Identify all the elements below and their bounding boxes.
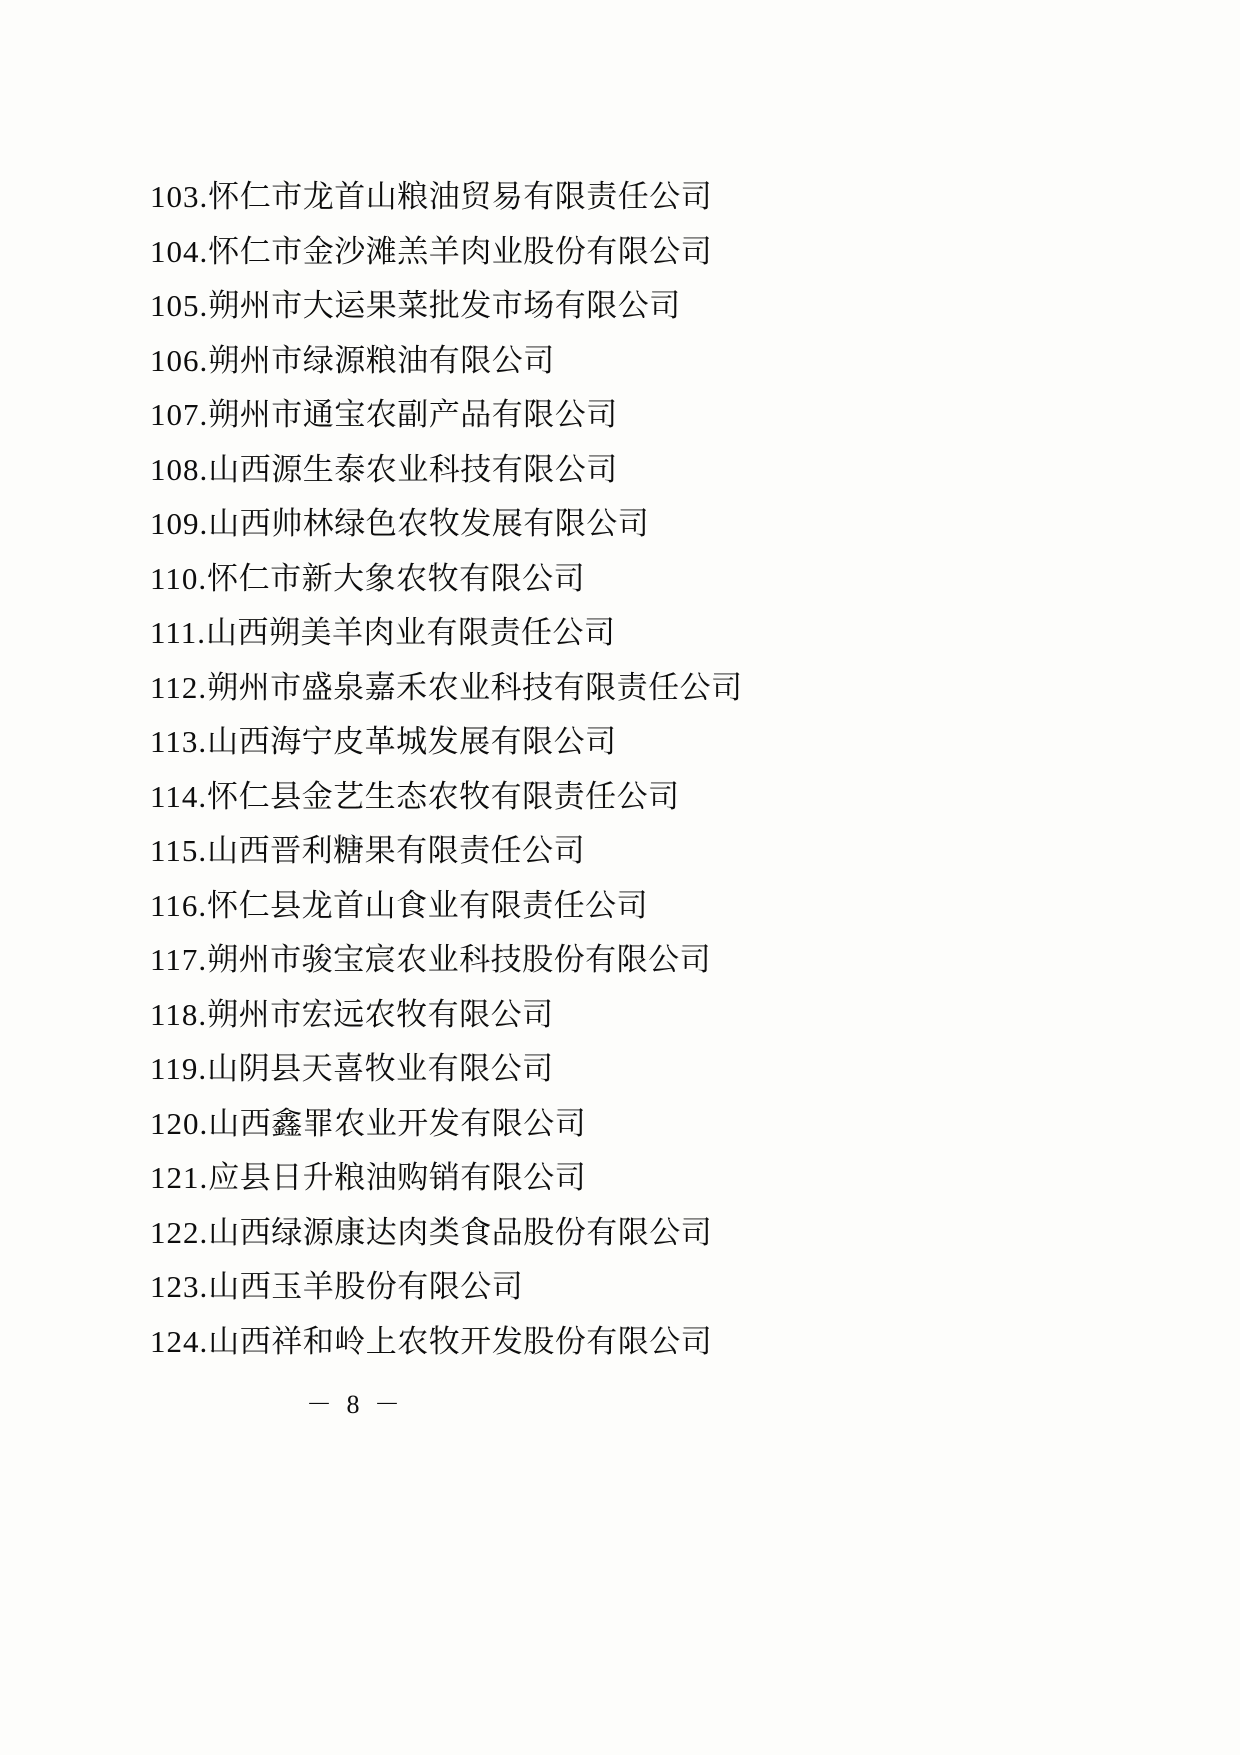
list-item-name: 怀仁县龙首山食业有限责任公司 (207, 887, 649, 924)
list-item (150, 388, 1110, 443)
list-item-name: 朔州市通宝农副产品有限公司 (208, 397, 618, 433)
list-item-name: 朔州市大运果菜批发市场有限公司 (208, 288, 681, 324)
list-item-name: 山西帅林绿色农牧发展有限公司 (208, 506, 650, 542)
list-item (150, 443, 1110, 498)
list-item (150, 1315, 1110, 1370)
list-item-number: 117. (150, 942, 208, 977)
list-item-name: 山西鑫罪农业开发有限公司 (208, 1105, 587, 1142)
list-item (150, 715, 1110, 770)
list-item-number: 124. (150, 1323, 209, 1359)
list-item (150, 279, 1110, 334)
list-item-name: 怀仁市新大象农牧有限公司 (207, 560, 586, 597)
list-item-name: 山西玉羊股份有限公司 (208, 1269, 524, 1305)
list-item (150, 225, 1110, 280)
list-item (150, 1206, 1110, 1261)
list-item-name: 怀仁市金沙滩羔羊肉业股份有限公司 (208, 233, 713, 270)
list-item (150, 552, 1110, 607)
list-item (150, 1042, 1110, 1097)
list-item-number: 116. (150, 887, 208, 923)
list-item-name: 朔州市骏宝宸农业科技股份有限公司 (207, 942, 712, 978)
list-item (150, 1260, 1110, 1315)
list-item-name: 朔州市盛泉嘉禾农业科技有限责任公司 (207, 669, 743, 706)
list-item-number: 112. (150, 669, 208, 705)
list-item (150, 1151, 1110, 1206)
list-item (150, 1097, 1110, 1152)
list-item-name: 应县日升粮油购销有限公司 (208, 1160, 587, 1196)
list-item (150, 606, 1110, 661)
company-list (150, 170, 1110, 1369)
list-item-name: 山西祥和岭上农牧开发股份有限公司 (208, 1323, 713, 1360)
list-item-number: 110. (150, 560, 208, 596)
list-item-name: 山西海宁皮革城发展有限公司 (207, 724, 617, 760)
list-item (150, 879, 1110, 934)
list-item-name: 怀仁市龙首山粮油贸易有限责任公司 (208, 179, 713, 215)
list-item-number: 120. (150, 1105, 209, 1141)
list-item-number: 119. (150, 1051, 208, 1086)
list-item (150, 497, 1110, 552)
list-item-number: 113. (150, 724, 208, 759)
list-item-number: 103. (150, 179, 209, 214)
list-item (150, 933, 1110, 988)
list-item (150, 334, 1110, 389)
list-item-number: 115. (150, 833, 208, 868)
list-item-name: 朔州市绿源粮油有限公司 (208, 342, 555, 379)
list-item-number: 118. (150, 996, 208, 1032)
list-item-name: 朔州市宏远农牧有限公司 (207, 996, 554, 1033)
list-item (150, 988, 1110, 1043)
list-item-name: 山西朔美羊肉业有限责任公司 (205, 615, 616, 651)
list-item-name: 怀仁县金艺生态农牧有限责任公司 (207, 778, 680, 815)
list-item (150, 824, 1110, 879)
list-item-number: 106. (150, 342, 209, 378)
list-item-number: 111. (150, 615, 206, 650)
list-item-number: 121. (150, 1160, 209, 1195)
page-number: － 8 － (305, 1390, 404, 1419)
list-item (150, 661, 1110, 716)
list-item (150, 770, 1110, 825)
list-item-number: 107. (150, 397, 209, 432)
list-item-number: 104. (150, 233, 209, 269)
list-item-number: 109. (150, 506, 209, 541)
list-item (150, 170, 1110, 225)
list-item-number: 108. (150, 451, 209, 487)
list-item-name: 山西源生泰农业科技有限公司 (208, 451, 618, 488)
list-item-number: 105. (150, 288, 209, 323)
list-item-number: 123. (150, 1269, 209, 1304)
list-item-number: 122. (150, 1214, 209, 1250)
list-item-name: 山西晋利糖果有限责任公司 (207, 833, 586, 869)
list-item-name: 山西绿源康达肉类食品股份有限公司 (208, 1214, 713, 1251)
page-footer (0, 1384, 1240, 1421)
list-item-number: 114. (150, 778, 208, 814)
list-item-name: 山阴县天喜牧业有限公司 (207, 1051, 554, 1087)
